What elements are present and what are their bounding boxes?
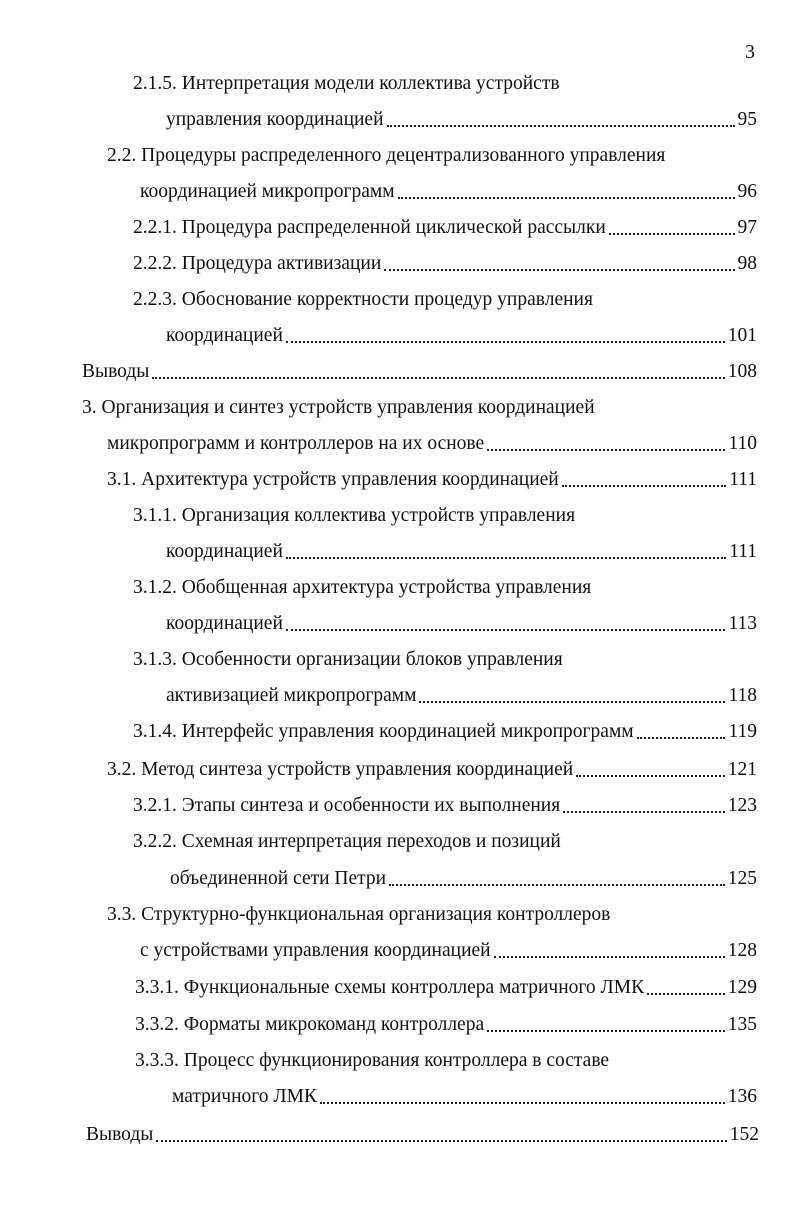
toc-entry-3-2-1-title: 3.2.1. Этапы синтеза и особенности их выполнения: [133, 795, 561, 816]
toc-entry-3-1-page: 111: [729, 469, 757, 490]
toc-entry-3-3-page: 128: [727, 940, 757, 961]
dot-leader: [563, 811, 725, 813]
toc-entry-2-1-5-page: 95: [737, 109, 757, 130]
toc-entry-2-2-1-page: 97: [737, 217, 757, 238]
dot-leader: [387, 125, 735, 127]
dot-leader: [494, 956, 725, 958]
toc-entry-3-3-3-title: 3.3.3. Процесс функционирования контроллера в составе: [135, 1050, 610, 1071]
dot-leader: [487, 1030, 725, 1032]
toc-entry-2-1-5: [166, 107, 757, 133]
toc-entry-3-1: [107, 467, 757, 493]
toc-entry-3-3-2-page: 135: [727, 1014, 757, 1035]
dot-leader: [576, 775, 725, 777]
toc-entry-conclusions-2-page: 108: [727, 361, 757, 382]
toc-entry-3: [107, 431, 757, 457]
toc-entry-3-1-3-title-cont: активизацией микропрограмм: [166, 685, 417, 706]
toc-entry-3-3-title-cont: с устройствами управления координацией: [140, 940, 491, 961]
toc-entry-3-2-page: 121: [727, 759, 757, 780]
toc-entry-3-3-1-page: 129: [727, 977, 757, 998]
toc-entry-3-3-3-page: 136: [727, 1086, 757, 1107]
toc-entry-3-3-1-title: 3.3.1. Функциональные схемы контроллера матричного ЛМК: [135, 977, 645, 998]
toc-entry-2-2-3-page: 101: [727, 325, 757, 346]
toc-entry-3-1-title: 3.1. Архитектура устройств управления координацией: [107, 469, 559, 490]
toc-entry-3-2-2: [170, 866, 757, 892]
toc-entry-conclusions-3-title: Выводы: [86, 1124, 154, 1145]
toc-entry-3-1-3: [166, 683, 757, 709]
toc-entry-3-2-1-page: 123: [727, 795, 757, 816]
toc-entry-2-2-1: [133, 215, 757, 241]
toc-entry-3-1-4-page: 119: [728, 721, 757, 742]
dot-leader: [647, 993, 725, 995]
toc-entry-3-1-4-title: 3.1.4. Интерфейс управления координацией микропрограмм: [133, 721, 634, 742]
toc-entry-2-2-title: 2.2. Процедуры распределенного децентрализованного управления: [107, 145, 666, 166]
toc-entry-2-2-3-title-cont: координацией: [166, 325, 283, 346]
toc-entry-conclusions-3: [86, 1122, 759, 1148]
toc-entry-3-1-2-title-cont: координацией: [166, 613, 283, 634]
toc-entry-conclusions-2: [82, 359, 757, 385]
toc-entry-3-2: [107, 757, 757, 783]
toc-entry-3-3: [140, 938, 757, 964]
dot-leader: [637, 737, 726, 739]
toc-entry-3-3-3: [172, 1084, 757, 1110]
toc-entry-2-2-2: [133, 251, 757, 277]
dot-leader: [286, 629, 726, 631]
toc-entry-3-1-1: [166, 539, 757, 565]
toc-entry-3-1-1-title-cont: координацией: [166, 541, 283, 562]
toc-entry-conclusions-2-title: Выводы: [82, 361, 150, 382]
toc-entry-3-title: 3. Организация и синтез устройств управления координацией: [82, 397, 595, 418]
toc-entry-3-page: 110: [728, 433, 757, 454]
toc-entry-3-1-3-title: 3.1.3. Особенности организации блоков управления: [133, 649, 563, 670]
dot-leader: [419, 701, 725, 703]
dot-leader: [487, 449, 725, 451]
dot-leader: [389, 884, 725, 886]
toc-entry-3-3-2-title: 3.3.2. Форматы микрокоманд контроллера: [135, 1014, 485, 1035]
dot-leader: [286, 557, 726, 559]
dot-leader: [286, 341, 725, 343]
toc-entry-2-2-2-page: 98: [737, 253, 757, 274]
toc-entry-3-1-3-page: 118: [728, 685, 757, 706]
toc-entry-2-2-3: [166, 323, 757, 349]
toc-entry-2-2-3-title: 2.2.3. Обоснование корректности процедур управления: [133, 289, 593, 310]
toc-entry-3-1-2-title: 3.1.2. Обобщенная архитектура устройства управления: [133, 577, 592, 598]
dot-leader: [152, 377, 724, 379]
toc-entry-3-title-cont: микропрограмм и контроллеров на их основе: [107, 433, 485, 454]
toc-entry-3-2-1: [133, 793, 757, 819]
toc-entry-conclusions-3-page: 152: [729, 1124, 759, 1145]
toc-entry-2-1-5-title-cont: управления координацией: [166, 109, 384, 130]
toc-entry-3-1-1-page: 111: [729, 541, 757, 562]
toc-entry-3-1-1-title: 3.1.1. Организация коллектива устройств управления: [133, 505, 576, 526]
toc-entry-2-1-5-title: 2.1.5. Интерпретация модели коллектива устройств: [133, 73, 560, 94]
dot-leader: [609, 233, 735, 235]
toc-entry-2-2-page: 96: [737, 181, 757, 202]
toc-entry-3-2-2-title: 3.2.2. Схемная интерпретация переходов и позиций: [133, 831, 561, 852]
dot-leader: [320, 1102, 725, 1104]
toc-entry-3-2-2-page: 125: [727, 868, 757, 889]
dot-leader: [398, 197, 735, 199]
toc-entry-2-2-2-title: 2.2.2. Процедура активизации: [133, 253, 382, 274]
toc-entry-3-2-2-title-cont: объединенной сети Петри: [170, 868, 387, 889]
toc-entry-3-1-4: [133, 719, 757, 745]
dot-leader: [156, 1140, 726, 1142]
toc-entry-3-3-2: [135, 1012, 757, 1038]
toc-entry-3-3-1: [135, 975, 757, 1001]
dot-leader: [384, 269, 734, 271]
toc-entry-3-3-title: 3.3. Структурно-функциональная организация контроллеров: [107, 904, 611, 925]
toc-entry-2-2: [140, 179, 757, 205]
toc-entry-2-2-title-cont: координацией микропрограмм: [140, 181, 395, 202]
toc-entry-3-1-2: [166, 611, 757, 637]
toc-entry-3-1-2-page: 113: [728, 613, 757, 634]
dot-leader: [562, 485, 726, 487]
toc-entry-2-2-1-title: 2.2.1. Процедура распределенной циклической рассылки: [133, 217, 606, 238]
toc-entry-3-3-3-title-cont: матричного ЛМК: [172, 1086, 318, 1107]
page-number: 3: [745, 41, 755, 63]
toc-entry-3-2-title: 3.2. Метод синтеза устройств управления координацией: [107, 759, 574, 780]
